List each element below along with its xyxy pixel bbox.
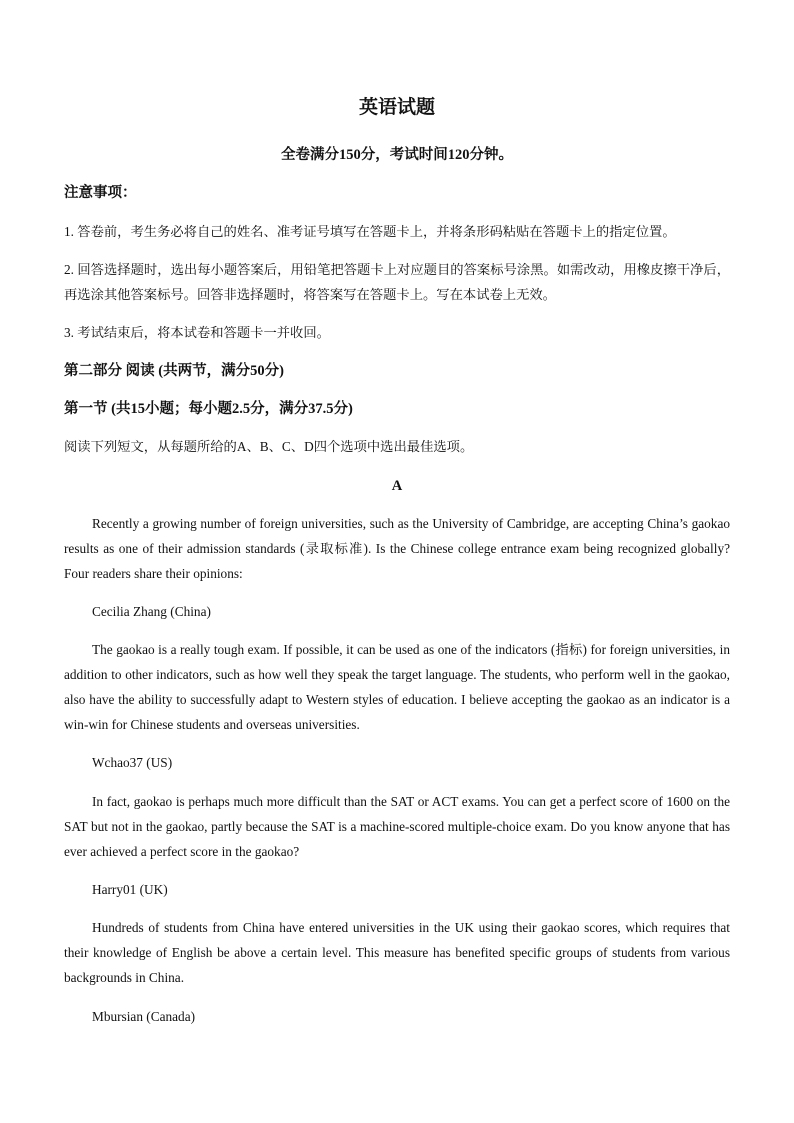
notice-item-1: 1. 答卷前，考生务必将自己的姓名、准考证号填写在答题卡上，并将条形码粘贴在答题卡上的指定位置。 <box>64 224 676 239</box>
reader-name-4: Mbursian (Canada) <box>92 1009 196 1024</box>
reader-opinion-1: The gaokao is a really tough exam. If possible, it can be used as one of the indicators (指标) for foreign universities, in addition to other indicators, such as how well they speak the target language. The students, who perform well in the gaokao, also have the ability to successfully adapt to Western styles of education. I believe accepting the gaokao as an indicator is a win-win for Chinese students and overseas universities. <box>64 642 730 732</box>
exam-info: 全卷满分150分，考试时间120分钟。 <box>281 147 513 163</box>
passage-intro: Recently a growing number of foreign universities, such as the University of Cambridge, are accepting China’s gaokao results as one of their admission standards (录取标准). Is the Chinese college entrance exam being recognized globally? Four readers share their opinions: <box>64 516 730 581</box>
reader-opinion-3: Hundreds of students from China have entered universities in the UK using their gaokao scores, which requires that their knowledge of English be above a certain level. This measure has benefited specific groups of students from various backgrounds in China. <box>64 920 730 985</box>
reader-name-1: Cecilia Zhang (China) <box>92 604 211 619</box>
reader-name-3: Harry01 (UK) <box>92 882 168 897</box>
part-heading: 第二部分 阅读 (共两节，满分50分) <box>64 363 284 379</box>
page-title: 英语试题 <box>358 97 435 118</box>
notice-heading: 注意事项： <box>64 185 137 201</box>
reader-name-2: Wchao37 (US) <box>92 755 173 770</box>
reader-opinion-2: In fact, gaokao is perhaps much more difficult than the SAT or ACT exams. You can get a perfect score of 1600 on the SAT but not in the gaokao, partly because the SAT is a machine-scored multiple-choice exam. Do you know anyone that has ever achieved a perfect score in the gaokao? <box>64 794 730 859</box>
notice-item-2: 2. 回答选择题时，选出每小题答案后，用铅笔把答题卡上对应题目的答案标号涂黑。如需改动，用橡皮擦干净后，再选涂其他答案标号。回答非选择题时，将答案写在答题卡上。写在本试卷上无效。 <box>64 262 730 302</box>
section-heading: 第一节 (共15小题；每小题2.5分，满分37.5分) <box>64 401 353 417</box>
passage-label: A <box>391 478 403 494</box>
section-instruction: 阅读下列短文，从每题所给的A、B、C、D四个选项中选出最佳选项。 <box>64 439 474 454</box>
notice-item-3: 3. 考试结束后，将本试卷和答题卡一并收回。 <box>64 325 330 340</box>
